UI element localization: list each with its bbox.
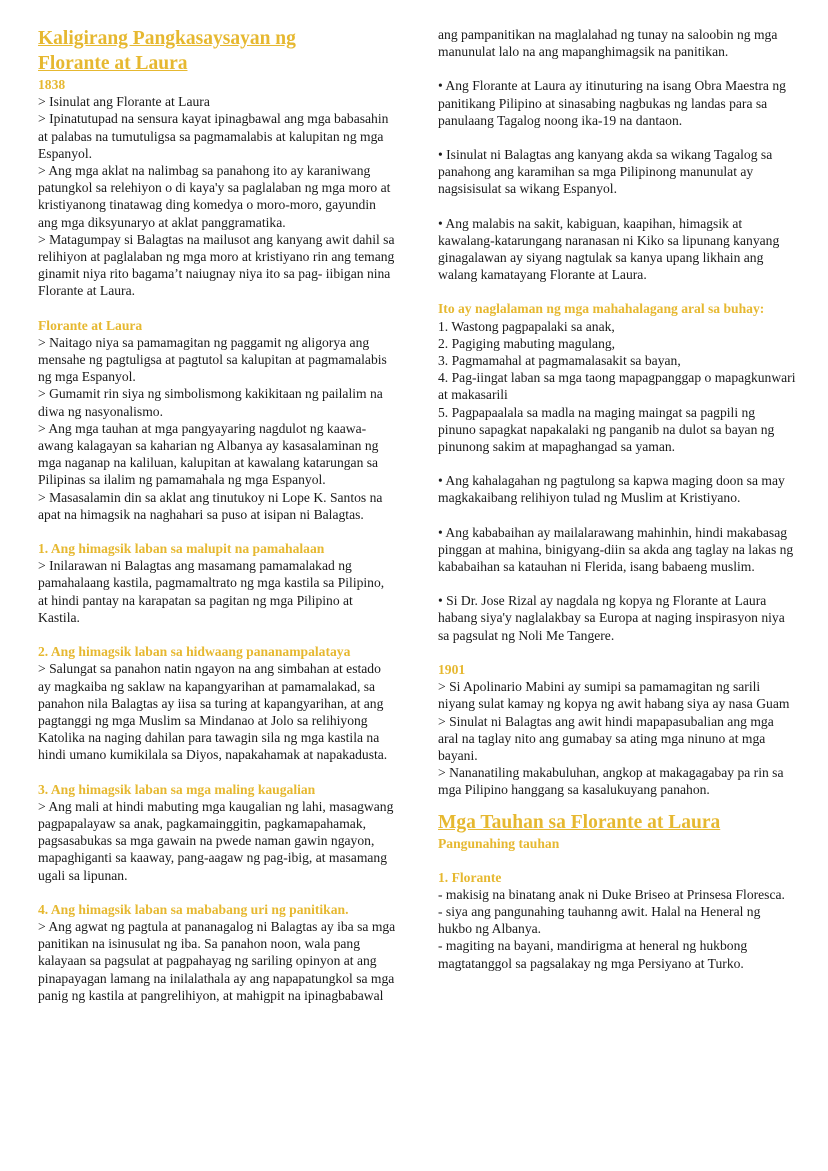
heading-1901: 1901 (438, 661, 466, 677)
bullet-item: • Ang kababaihan ay mailalarawang mahinhin, hindi makabasag pinggan at mahina, binigyang-diin sa akda ang taglay na lakas ng kababaihan sa katauhan ni Flerida, isang babaeng muslim. (438, 524, 794, 575)
paragraph: - makisig na binatang anak ni Duke Briseo at Prinsesa Floresca. (438, 886, 785, 902)
bullet-item: • Ang kahalagahan ng pagtulong sa kapwa maging doon sa may magkakaibang relihiyon tulad ng Muslim at Kristiyano. (438, 473, 785, 506)
list-item: 3. Pagmamahal at pagmamalasakit sa bayan, (438, 353, 681, 369)
heading-himagsik-1: 1. Ang himagsik laban sa malupit na pamahalaan (38, 541, 325, 557)
paragraph: - siya ang pangunahing tauhanng awit. Halal na Heneral ng hukbo ng Albanya. (438, 903, 761, 937)
bullet-item: • Si Dr. Jose Rizal ay nagdala ng kopya ng Florante at Laura habang siya'y naglalakbay sa Europa at naging inspirasyon niya sa pagsulat ng Noli Me Tangere. (438, 593, 785, 643)
paragraph: > Ang mga aklat na nalimbag sa panahong ito ay karaniwang patungkol sa relehiyon o di kaya'y sa paglalaban ng mga moro at kristiyanong tinatawag ding komedya o moro-moro, gayundin ang mga diksyunaryo at aklat panggramatika. (38, 163, 391, 230)
paragraph-continuation: ang pampanitikan na maglalahad ng tunay na saloobin ng mga manunulat lalo na ang mapanghimagsik na panitikan. (438, 27, 778, 60)
paragraph: > Ang agwat ng pagtula at pananagalog ni Balagtas ay iba sa mga panitikan na isinusulat ng iba. Sa panahon noon, wala pang kalayaan sa pagsulat at pagpahayag ng sariling opinyon at ang pinapayagan lamang na inilalathala ay ang napapatungkol sa mga panig ng kastila at pangrelihiyon, at mahigpit na ipinagbabawal (38, 918, 396, 1003)
heading-himagsik-4: 4. Ang himagsik laban sa mababang uri ng panitikan. (38, 901, 349, 917)
paragraph: > Inilarawan ni Balagtas ang masamang pamamalakad ng pamahalaang kastila, pagmamaltrato ng mga kastila sa Pilipino, at hindi pantay na karapatan sa pagitan ng mga Pilipino at Kastila. (38, 558, 385, 625)
paragraph: > Masasalamin din sa aklat ang tinutukoy ni Lope K. Santos na apat na himagsik na naghahari sa puso at isipan ni Balagtas. (38, 489, 383, 522)
paragraph: > Matagumpay si Balagtas na mailusot ang kanyang awit dahil sa relihiyon at paglalaban ng mga moro at kristiyano rin ang temang ginamit niya rito bagama’t naiugnay niya ito sa pag- iibigan nina Florante at Laura. (38, 231, 395, 299)
paragraph: > Gumamit rin siya ng simbolismong kakikitaan ng pailalim na diwa ng nasyonalismo. (38, 386, 383, 419)
subtitle-pangunahing-tauhan: Pangunahing tauhan (438, 835, 560, 851)
paragraph: > Sinulat ni Balagtas ang awit hindi mapapasubalian ang mga aral na taglay nito ang gumabay sa ating mga ninuno at mga bayani. (438, 713, 774, 763)
heading-florante: 1. Florante (438, 869, 502, 885)
paragraph: - magiting na bayani, mandirigma at heneral ng hukbong magtatanggol sa pagsalakay ng mga Persiyano at Turko. (438, 938, 748, 971)
bullet-item: • Isinulat ni Balagtas ang kanyang akda sa wikang Tagalog sa panahong ang karamihan sa mga Pilipinong manunulat ay nagsisisulat sa wikang Espanyol. (438, 147, 773, 197)
heading-florante-at-laura: Florante at Laura (38, 317, 143, 333)
bullet-item: • Ang Florante at Laura ay itinuturing na isang Obra Maestra ng panitikang Pilipino at sinasabing nagbukas ng landas para sa panulaang Tagalog noong ika-19 na dantaon. (438, 78, 786, 128)
list-item: 5. Pagpapaalala sa madla na maging maingat sa pagpili ng pinuno sapagkat napakalaki ng panganib na dulot sa bayan ng pinunong sakim at mapaghangad sa yaman. (438, 404, 775, 455)
paragraph: > Ang mali at hindi mabuting mga kaugalian ng lahi, masagwang pagpapalayaw sa anak, pagkamainggitin, pagkamapahamak, pagsasabukas sa mga gawain na pwede naman gawin ngayon, mapaghiganti sa kaaway, pang-aagaw ng pag-ibig, at masamang ugali sa lipunan. (38, 798, 394, 883)
document-title: Kaligirang Pangkasaysayan ng Florante at Laura (38, 28, 296, 74)
bullet-item: • Ang malabis na sakit, kabiguan, kaapihan, himagsik at kawalang-katarungang naranasan ni Kiko sa lipunang kanyang ginagalawan ay siyang nagtulak sa kanya upang likhain ang walang kamatayang Florante at Laura. (438, 215, 780, 283)
list-item: 2. Pagiging mabuting magulang, (438, 335, 616, 351)
heading-himagsik-2: 2. Ang himagsik laban sa hidwaang pananampalataya (38, 644, 351, 660)
heading-1838: 1838 (38, 77, 66, 92)
list-item: 4. Pag-iingat laban sa mga taong mapagpanggap o mapagkunwari at makasarili (438, 370, 796, 403)
paragraph: > Ipinatutupad na sensura kayat ipinagbawal ang mga babasahin at palabas na tumutuligsa sa pagmamalabis at kalupitan ng mga Espanyol. (38, 111, 389, 161)
paragraph: > Naitago niya sa pamamagitan ng paggamit ng aligorya ang mensahe ng pagtuligsa at pagtutol sa kalupitan at pagmamalabis ng mga Espanyol. (38, 334, 387, 385)
paragraph: > Nananatiling makabuluhan, angkop at makagagabay pa rin sa mga Pilipino hanggang sa kasalukuyang panahon. (438, 765, 784, 798)
section-title-tauhan: Mga Tauhan sa Florante at Laura (438, 811, 721, 833)
paragraph: > Ang mga tauhan at mga pangyayaring nagdulot ng kaawa-awang kalagayan sa kaharian ng Albanya ay kasasalaminan ng mga naganap na kaliluan, kalupitan at kawalang katarungan sa Pilipinas sa ilalim ng pamamahala ng mga Espanyol. (38, 420, 379, 488)
list-item: 1. Wastong pagpapalaki sa anak, (438, 318, 615, 334)
paragraph: > Salungat sa panahon natin ngayon na ang simbahan at estado ay magkaiba ng saklaw na kapangyarihan at pamamalakad, sa panahon nila Balagtas ay iisa sa turing at kapangyarihan, at ang pagtanggi ng mga Muslim sa Mindanao at Jolo sa relihiyong Katolika na naging dahilan para tawagin sila ng mga kastila na hindi umano kumikilala sa Diyos, napakahamak at napakadusta. (38, 661, 388, 763)
paragraph: > Isinulat ang Florante at Laura (38, 94, 210, 110)
heading-himagsik-3: 3. Ang himagsik laban sa mga maling kaugalian (38, 781, 316, 797)
heading-aral: Ito ay naglalaman ng mga mahahalagang aral sa buhay: (438, 301, 765, 317)
right-column (438, 26, 796, 972)
left-column (38, 26, 396, 1004)
paragraph: > Si Apolinario Mabini ay sumipi sa pamamagitan ng sarili niyang sulat kamay ng kopya ng awit habang siya ay nasa Guam (438, 679, 790, 712)
